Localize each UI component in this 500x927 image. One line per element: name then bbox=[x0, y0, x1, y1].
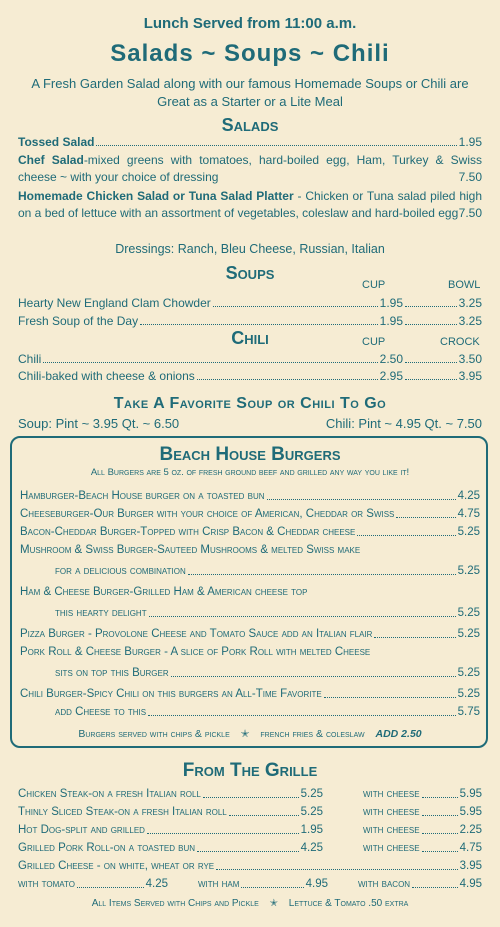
dot-leader bbox=[412, 876, 458, 888]
grille-item bbox=[18, 822, 482, 838]
burger-desc: Pizza Burger - Provolone Cheese and Tomato Sauce add an Italian flair bbox=[20, 628, 373, 640]
soup-bowl-price: 3.25 bbox=[458, 314, 482, 328]
salads-title: Salads bbox=[221, 115, 279, 135]
extra-price: 4.95 bbox=[459, 878, 482, 890]
dot-leader bbox=[405, 351, 457, 363]
dot-leader bbox=[140, 313, 378, 325]
burger-item bbox=[20, 644, 480, 660]
soup-col-cup: CUP bbox=[362, 279, 386, 291]
soup-col-bowl: BOWL bbox=[448, 279, 481, 291]
chili-crock-price: 3.95 bbox=[458, 369, 482, 383]
burgers-footer-left: Burgers served with chips & pickle bbox=[78, 728, 230, 740]
to-go-chili: Chili: Pint ~ 4.95 Qt. ~ 7.50 bbox=[325, 416, 482, 431]
salad-name: Homemade Chicken Salad or Tuna Salad Platter bbox=[18, 189, 294, 203]
grille-item bbox=[18, 804, 482, 820]
dot-leader bbox=[324, 686, 456, 698]
burger-item bbox=[20, 542, 480, 558]
burgers-subtitle: All Burgers are 5 oz. of fresh ground beef and grilled any way you like it! bbox=[90, 467, 410, 478]
salad-name: Chef Salad bbox=[18, 153, 84, 167]
dot-leader bbox=[405, 313, 457, 325]
star-icon: ✭ bbox=[269, 898, 278, 909]
grille-price: 5.25 bbox=[300, 806, 323, 818]
dot-leader bbox=[405, 295, 457, 307]
burgers-footer-add: ADD 2.50 bbox=[375, 728, 422, 740]
salad-desc: - Chicken or Tuna salad piled high on a bed of lettuce with an assortment of vegetables, coleslaw and hard-boiled egg bbox=[18, 189, 483, 220]
dot-leader bbox=[171, 665, 456, 677]
burger-item bbox=[20, 524, 480, 540]
burger-desc: Cheeseburger-Our Burger with your choice of American, Cheddar or Swiss bbox=[20, 508, 395, 520]
burger-price: 5.25 bbox=[457, 565, 480, 577]
salad-item bbox=[18, 134, 482, 150]
dot-leader bbox=[241, 876, 303, 888]
burger-desc: Ham & Cheese Burger-Grilled Ham & American cheese top bbox=[20, 586, 308, 598]
grille-footer-left: All Items Served with Chips and Pickle bbox=[91, 898, 259, 909]
burger-item-cont bbox=[55, 704, 480, 720]
salad-desc: -mixed greens with tomatoes, hard-boiled egg, Ham, Turkey & Swiss cheese ~ with your choice of dressing bbox=[18, 153, 483, 184]
dot-leader bbox=[229, 804, 299, 816]
burger-item bbox=[20, 488, 480, 504]
burger-desc: this hearty delight bbox=[55, 607, 147, 619]
extra-price: 4.25 bbox=[145, 878, 168, 890]
dot-leader bbox=[197, 368, 378, 380]
grille-cheese-price: 4.75 bbox=[459, 842, 482, 854]
dot-leader bbox=[374, 626, 455, 638]
burger-price: 5.25 bbox=[457, 607, 480, 619]
burger-item bbox=[20, 506, 480, 522]
lunch-hours: Lunch Served from 11:00 a.m. bbox=[143, 15, 357, 32]
dot-leader bbox=[148, 704, 456, 716]
grille-cheese-name: with cheese bbox=[363, 824, 420, 836]
dot-leader bbox=[188, 563, 456, 575]
grille-price: 4.25 bbox=[300, 842, 323, 854]
dressings: Dressings: Ranch, Bleu Cheese, Russian, Italian bbox=[115, 242, 385, 256]
grille-cheese-price: 5.95 bbox=[459, 788, 482, 800]
burger-item-cont bbox=[55, 665, 480, 681]
to-go-soup: Soup: Pint ~ 3.95 Qt. ~ 6.50 bbox=[18, 416, 180, 431]
grille-title: From The Grille bbox=[182, 760, 318, 781]
soup-item bbox=[18, 313, 482, 329]
to-go-title: Take A Favorite Soup or Chili To Go bbox=[113, 395, 387, 412]
burger-desc: Pork Roll & Cheese Burger - A slice of Pork Roll with melted Cheese bbox=[20, 646, 371, 658]
page-title: Salads ~ Soups ~ Chili bbox=[110, 40, 390, 67]
extra-name: with bacon bbox=[358, 878, 411, 890]
grille-cheese-name: with cheese bbox=[363, 842, 420, 854]
grille-name: Thinly Sliced Steak-on a fresh Italian roll bbox=[18, 806, 227, 818]
burger-item-cont bbox=[55, 605, 480, 621]
salad-price: 7.50 bbox=[458, 206, 482, 220]
star-icon: ✭ bbox=[240, 728, 250, 740]
grille-name: Grilled Pork Roll-on a toasted bun bbox=[18, 842, 196, 854]
extra-name: with tomato bbox=[18, 878, 75, 890]
grille-cheese-name: with cheese bbox=[363, 806, 420, 818]
grille-price: 5.25 bbox=[300, 788, 323, 800]
burger-item bbox=[20, 686, 480, 702]
chili-title: Chili bbox=[231, 328, 269, 348]
chili-name: Chili-baked with cheese & onions bbox=[18, 369, 195, 383]
dot-leader bbox=[405, 368, 457, 380]
grille-item bbox=[18, 786, 482, 802]
grille-cheese-price: 5.95 bbox=[459, 806, 482, 818]
extra-name: with ham bbox=[198, 878, 240, 890]
grille-price: 3.95 bbox=[459, 860, 482, 872]
grille-name: Chicken Steak-on a fresh Italian roll bbox=[18, 788, 201, 800]
burger-price: 5.25 bbox=[457, 667, 480, 679]
dot-leader bbox=[422, 786, 458, 798]
chili-col-cup: CUP bbox=[362, 336, 386, 348]
to-go-prices bbox=[18, 416, 482, 431]
grille-extras bbox=[18, 876, 482, 892]
burgers-footer-right: french fries & coleslaw bbox=[260, 728, 365, 740]
grille-item bbox=[18, 840, 482, 856]
salad-price: 1.95 bbox=[458, 135, 482, 149]
dot-leader bbox=[213, 295, 378, 307]
burger-desc: Bacon-Cheddar Burger-Topped with Crisp Bacon & Cheddar cheese bbox=[20, 526, 356, 538]
dot-leader bbox=[422, 804, 458, 816]
burger-desc: sits on top this Burger bbox=[55, 667, 169, 679]
burger-item bbox=[20, 584, 480, 600]
dot-leader bbox=[197, 840, 299, 852]
grille-name: Hot Dog-split and grilled bbox=[18, 824, 145, 836]
grille-name: Grilled Cheese - on white, wheat or rye bbox=[18, 860, 215, 872]
intro-text: A Fresh Garden Salad along with our famous Homemade Soups or Chili are Great as a Starter or a Lite Meal bbox=[31, 76, 469, 109]
dot-leader bbox=[216, 858, 457, 870]
soup-name: Fresh Soup of the Day bbox=[18, 314, 139, 328]
dot-leader bbox=[77, 876, 144, 888]
dot-leader bbox=[396, 506, 455, 518]
burger-price: 4.25 bbox=[457, 490, 480, 502]
soups-title: Soups bbox=[225, 263, 275, 283]
salad-price: 7.50 bbox=[458, 170, 482, 184]
chili-item bbox=[18, 351, 482, 367]
salad-item bbox=[18, 188, 482, 222]
burger-desc: for a delicious combination bbox=[55, 565, 186, 577]
grille-price: 1.95 bbox=[300, 824, 323, 836]
burger-price: 5.75 bbox=[457, 706, 480, 718]
dot-leader bbox=[422, 822, 458, 834]
burger-desc: Mushroom & Swiss Burger-Sauteed Mushrooms & melted Swiss make bbox=[20, 544, 361, 556]
dot-leader bbox=[203, 786, 299, 798]
grille-cheese-price: 2.25 bbox=[459, 824, 482, 836]
dot-leader bbox=[422, 840, 458, 852]
grille-cheese-name: with cheese bbox=[363, 788, 420, 800]
chili-col-crock: CROCK bbox=[440, 336, 480, 348]
chili-cup-price: 2.95 bbox=[379, 369, 403, 383]
burgers-title: Beach House Burgers bbox=[159, 444, 341, 465]
salad-name: Tossed Salad bbox=[18, 135, 95, 149]
chili-crock-price: 3.50 bbox=[458, 352, 482, 366]
chili-cup-price: 2.50 bbox=[379, 352, 403, 366]
burger-desc: Chili Burger-Spicy Chili on this burgers an All-Time Favorite bbox=[20, 688, 322, 700]
extra-price: 4.95 bbox=[305, 878, 328, 890]
burger-price: 4.75 bbox=[457, 508, 480, 520]
burger-desc: Hamburger-Beach House burger on a toasted bun bbox=[20, 490, 265, 502]
soup-name: Hearty New England Clam Chowder bbox=[18, 296, 211, 310]
burger-price: 5.25 bbox=[457, 526, 480, 538]
dot-leader bbox=[149, 605, 456, 617]
chili-item bbox=[18, 368, 482, 384]
soup-item bbox=[18, 295, 482, 311]
burger-price: 5.25 bbox=[457, 628, 480, 640]
burger-item bbox=[20, 626, 480, 642]
burgers-footer bbox=[0, 728, 500, 740]
dot-leader bbox=[357, 524, 455, 536]
burger-desc: add Cheese to this bbox=[55, 706, 147, 718]
burger-item-cont bbox=[55, 563, 480, 579]
grille-footer-right: Lettuce & Tomato .50 extra bbox=[288, 898, 409, 909]
grille-item bbox=[18, 858, 482, 874]
grille-footer bbox=[0, 898, 500, 909]
dot-leader bbox=[267, 488, 456, 500]
soup-cup-price: 1.95 bbox=[379, 314, 403, 328]
dot-leader bbox=[147, 822, 299, 834]
dot-leader bbox=[96, 145, 456, 146]
soup-bowl-price: 3.25 bbox=[458, 296, 482, 310]
burger-price: 5.25 bbox=[457, 688, 480, 700]
salad-item bbox=[18, 152, 482, 186]
soup-cup-price: 1.95 bbox=[379, 296, 403, 310]
chili-name: Chili bbox=[18, 352, 42, 366]
dot-leader bbox=[43, 351, 377, 363]
